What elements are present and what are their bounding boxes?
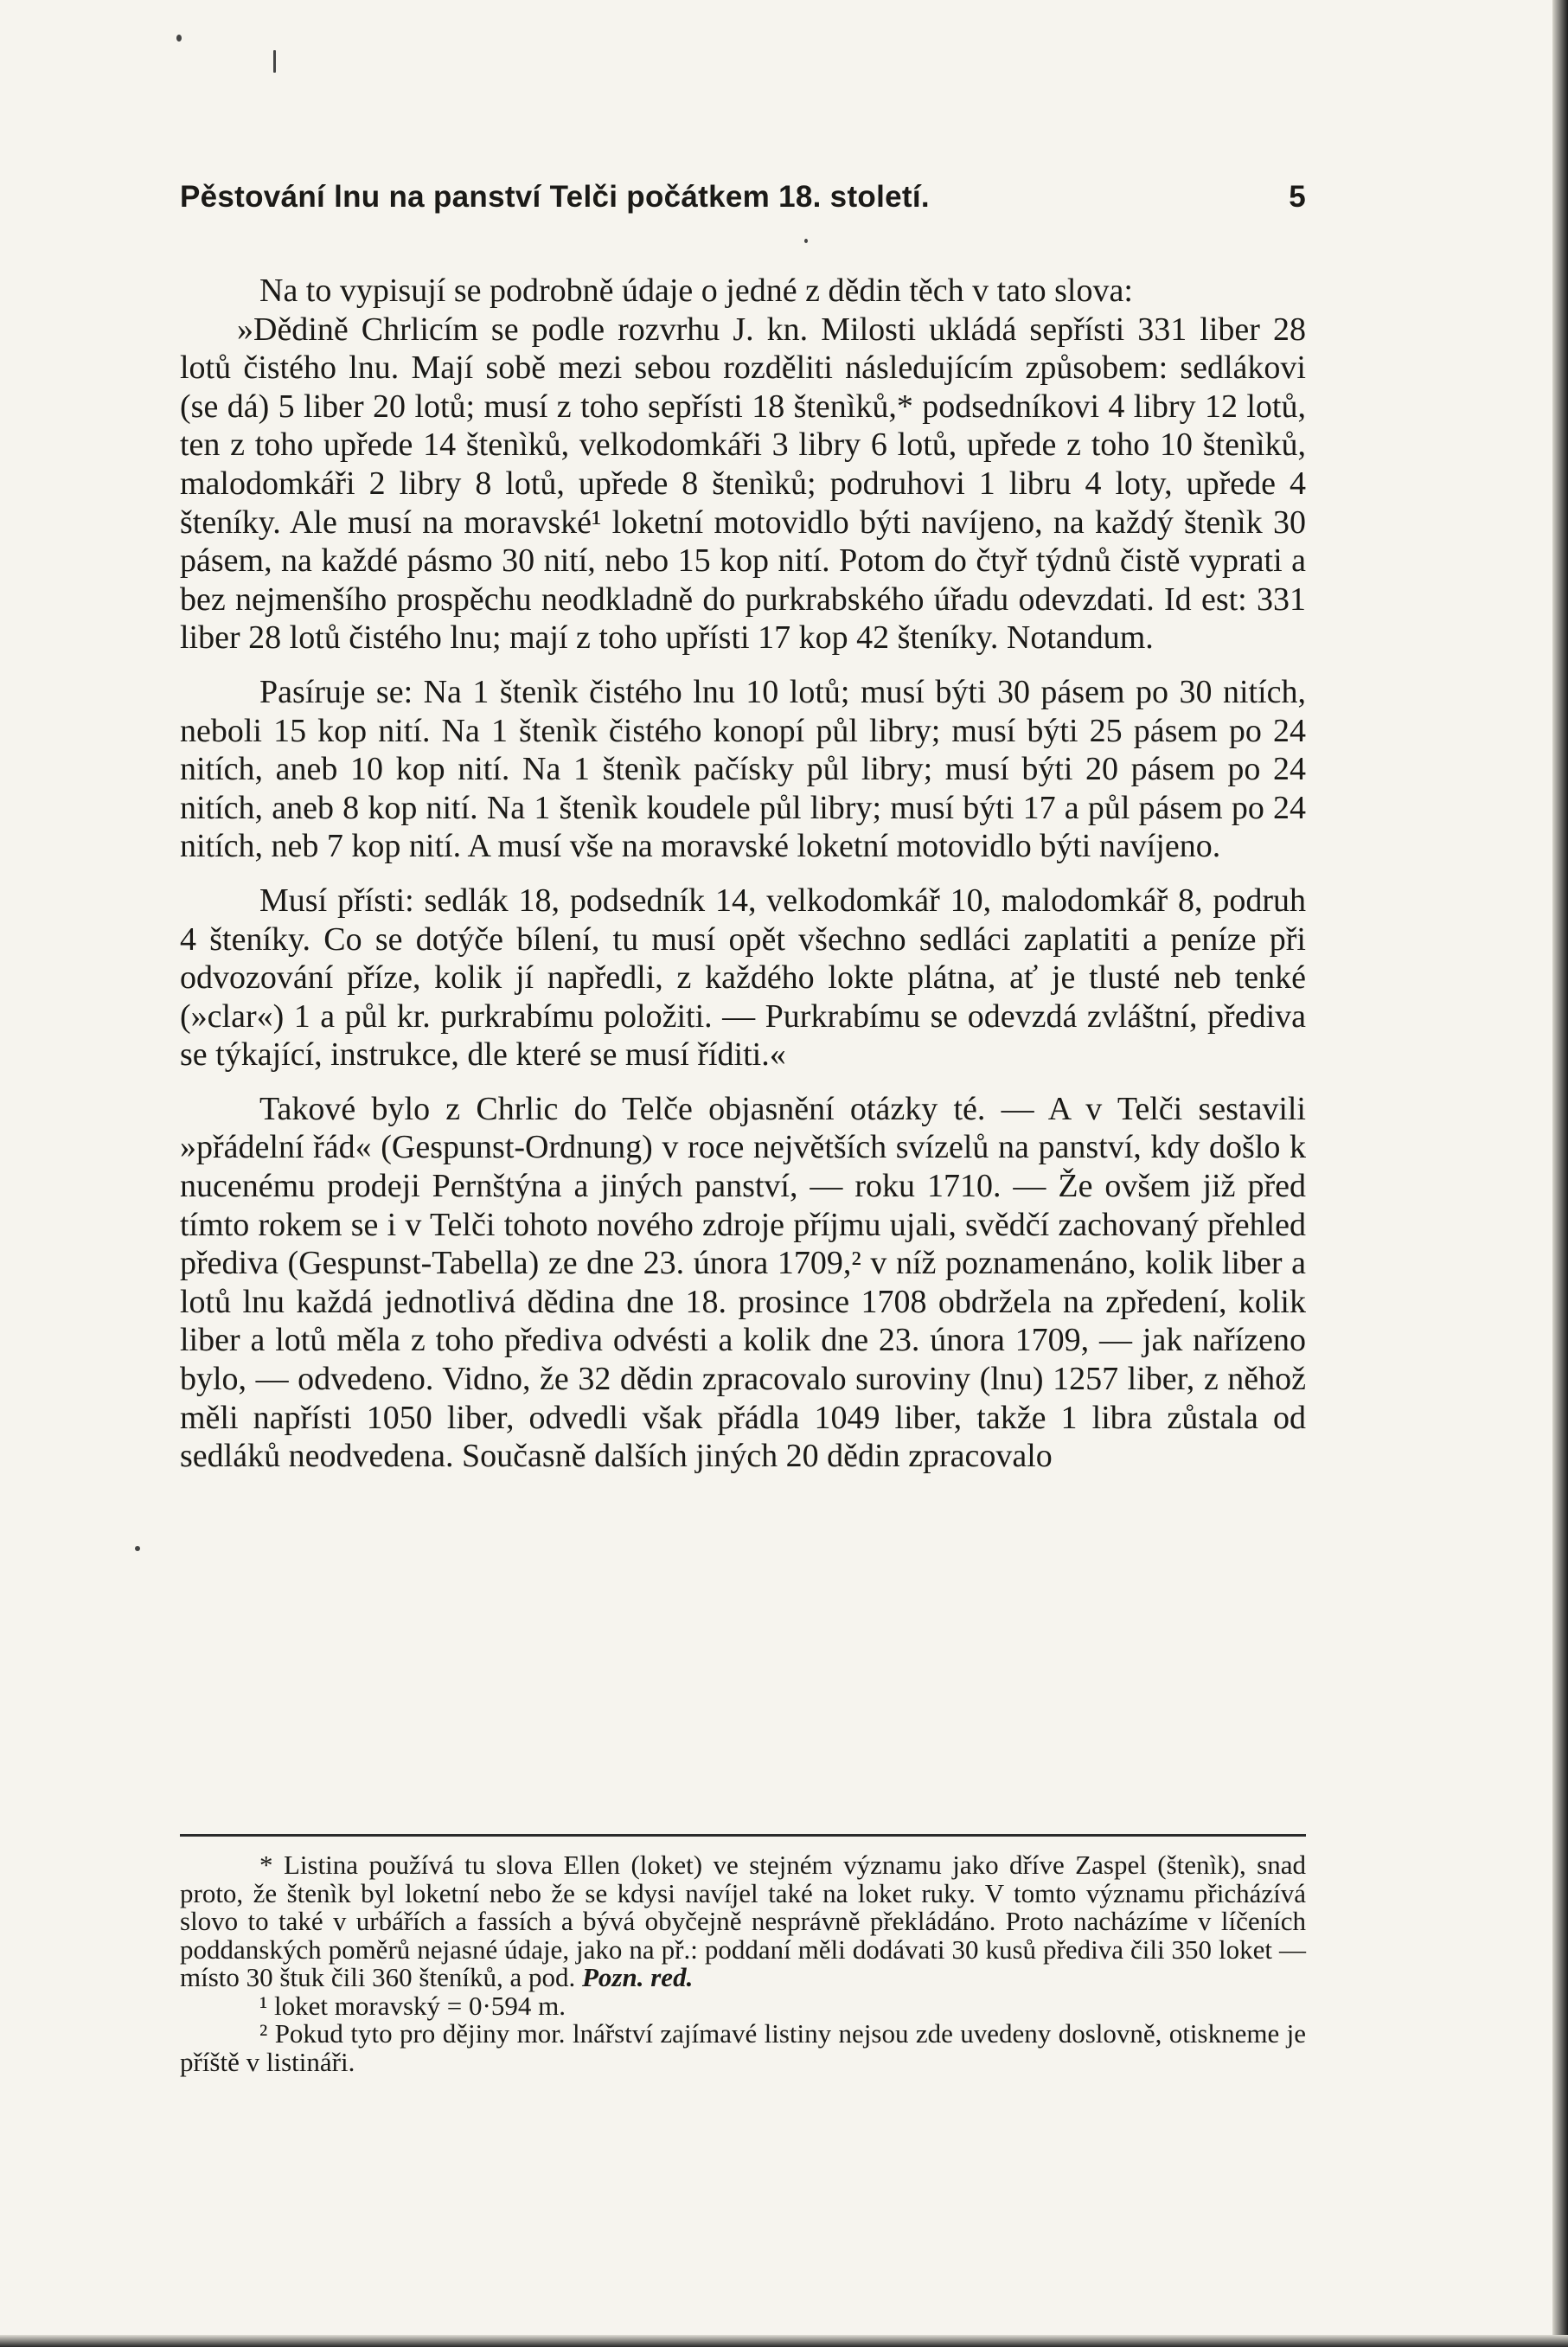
paragraph: Musí přísti: sedlák 18, podsedník 14, velkodomkář 10, malodomkář 8, podruh 4 šteníky. Co se dotýče bílení, tu musí opět všechno sedláci zaplatiti a peníze při odvozování příze, kolik jí napředli, z každého lokte plátna, ať je tlusté neb tenké (»clar«) 1 a půl kr. purkrabímu položiti. — Purkrabímu se odevzdá zvláštní, přediva se týkající, instrukce, dle které se musí říditi.« — [180, 882, 1306, 1074]
paragraph: Pasíruje se: Na 1 štenìk čistého lnu 10 lotů; musí býti 30 pásem po 30 nitích, neboli 15 kop nití. Na 1 štenìk čistého konopí půl libry; musí býti 25 pásem po 24 nitích, aneb 10 kop nití. Na 1 štenìk pačísky půl libry; musí býti 20 pásem po 24 nitích, aneb 8 kop nití. Na 1 štenìk koudele půl libry; musí býti 17 a půl pásem po 24 nitích, neb 7 kop nití. A musí vše na moravské loketní motovidlo býti navíjeno. — [180, 673, 1306, 865]
page-edge-right — [1552, 0, 1568, 2347]
paragraph: Na to vypisují se podrobně údaje o jedné z dědin těch v tato slova: — [259, 273, 1133, 309]
page-number: 5 — [1289, 180, 1306, 214]
footnote-star — [180, 1851, 1306, 1992]
footnotes — [180, 1851, 1306, 2076]
scan-speck — [176, 35, 182, 42]
footnote-rule — [180, 1834, 1306, 1837]
scan-speck — [135, 1546, 140, 1551]
footnote-star-text: * Listina používá tu slova Ellen (loket) ve stejném významu jako dříve Zaspel (štenìk), snad proto, že štenìk byl loketní nebo že se kdysi navíjel také na loket ruky. V tomto významu přicházívá slovo to také v urbářích a fassích a bývá obyčejně nesprávně překládáno. Proto nacházíme v líčeních poddanských poměrů nejasné údaje, jako na př.: poddaní měli dodávati 30 kusů přediva čili 350 loket — místo 30 štuk čili 360 šteníků, a pod. — [180, 1850, 1306, 1992]
footnote-1: ¹ loket moravský = 0·594 m. — [259, 1990, 566, 2021]
footnote-star-signature: Pozn. red. — [582, 1962, 694, 1992]
running-header — [180, 180, 1306, 215]
scan-speck — [273, 50, 276, 73]
main-text — [180, 272, 1306, 1476]
scan-speck — [804, 239, 808, 243]
page-edge-bottom — [0, 2335, 1568, 2347]
running-title: Pěstování lnu na panství Telči počátkem 18. století. — [180, 180, 930, 214]
footnote-2: ² Pokud tyto pro dějiny mor. lnářství zajímavé listiny nejsou zde uvedeny doslovně, otiskneme je příště v listináři. — [180, 2018, 1306, 2077]
paragraph: »Dědině Chrlicím se podle rozvrhu J. kn. Milosti ukládá sepřísti 331 liber 28 lotů čistého lnu. Mají sobě mezi sebou rozděliti následujícím způsobem: sedlákovi (se dá) 5 liber 20 lotů; musí z toho sepřísti 18 štenìků,* podsedníkovi 4 libry 12 lotů, ten z toho upřede 14 štenìků, velkodomkáři 3 libry 6 lotů, upřede z toho 10 štenìků, malodomkáři 2 libry 8 lotů, upřede 8 štenìků; podruhovi 1 libru 4 loty, upřede 4 šteníky. Ale musí na moravské¹ loketní motovidlo býti navíjeno, na každý štenìk 30 pásem, na každé pásmo 30 nití, nebo 15 kop nití. Potom do čtyř týdnů čistě vyprati a bez nejmenšího prospěchu neodkladně do purkrabského úřadu odevzdati. Id est: 331 liber 28 lotů čistého lnu; mají z toho upřísti 17 kop 42 šteníky. Notandum. — [180, 311, 1306, 657]
paragraph: Takové bylo z Chrlic do Telče objasnění otázky té. — A v Telči sestavili »přádelní řád« (Gespunst-Ordnung) v roce největších svízelů na panství, kdy došlo k nucenému prodeji Pernštýna a jiných panství, — roku 1710. — Že ovšem již před tímto rokem se i v Telči tohoto nového zdroje příjmu ujali, svědčí zachovaný přehled přediva (Gespunst-Tabella) ze dne 23. února 1709,² v níž poznamenáno, kolik liber a lotů lnu každá jednotlivá dědina dne 18. prosince 1708 obdržela na zpředení, kolik liber a lotů měla z toho přediva odvésti a kolik dne 23. února 1709, — jak nařízeno bylo, — odvedeno. Vidno, že 32 dědin zpracovalo suroviny (lnu) 1257 liber, z něhož měli napřísti 1050 liber, odvedli však přádla 1049 liber, takže 1 libra zůstala od sedláků neodvedena. Současně dalších jiných 20 dědin zpracovalo — [180, 1090, 1306, 1475]
